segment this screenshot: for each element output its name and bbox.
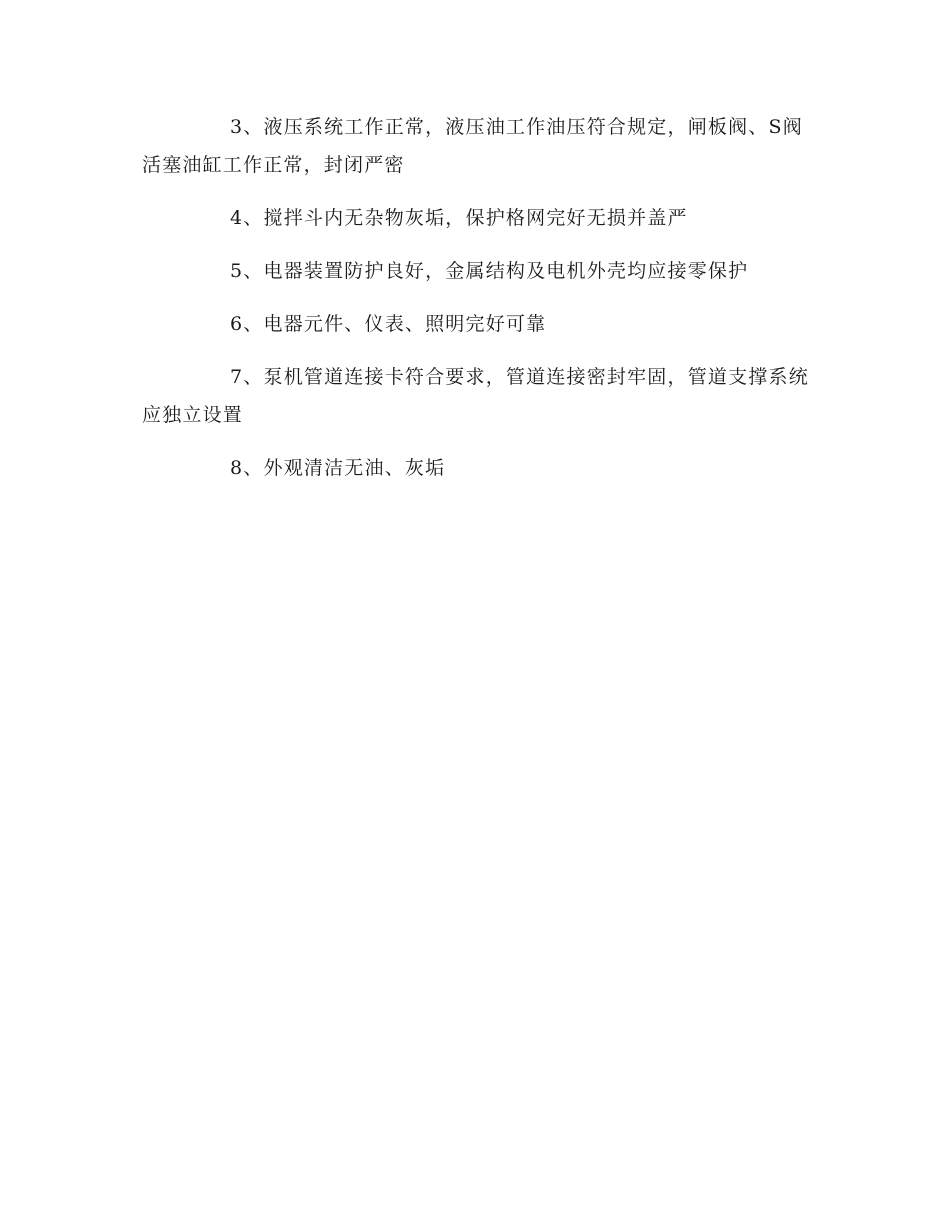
list-item [142,252,812,290]
list-item [142,449,812,487]
list-item [142,108,812,184]
item-number: 3、 [230,116,264,138]
item-number: 8、 [230,457,264,479]
list-item [142,199,812,237]
item-number: 6、 [230,313,264,335]
item-text: 泵机管道连接卡符合要求，管道连接密封牢固，管道支撑系统应独立设置 [142,366,809,426]
list-item [142,358,812,434]
item-text: 电器装置防护良好，金属结构及电机外壳均应接零保护 [263,260,749,282]
document-body [142,108,812,502]
list-item [142,305,812,343]
item-number: 7、 [230,366,264,388]
item-text: 外观清洁无油、灰垢 [263,457,446,479]
item-number: 5、 [230,260,264,282]
item-text: 液压系统工作正常，液压油工作油压符合规定，闸板阀、S阀活塞油缸工作正常，封闭严密 [142,116,803,176]
item-text: 搅拌斗内无杂物灰垢，保护格网完好无损并盖严 [263,207,688,229]
item-text: 电器元件、仪表、照明完好可靠 [263,313,547,335]
item-number: 4、 [230,207,264,229]
